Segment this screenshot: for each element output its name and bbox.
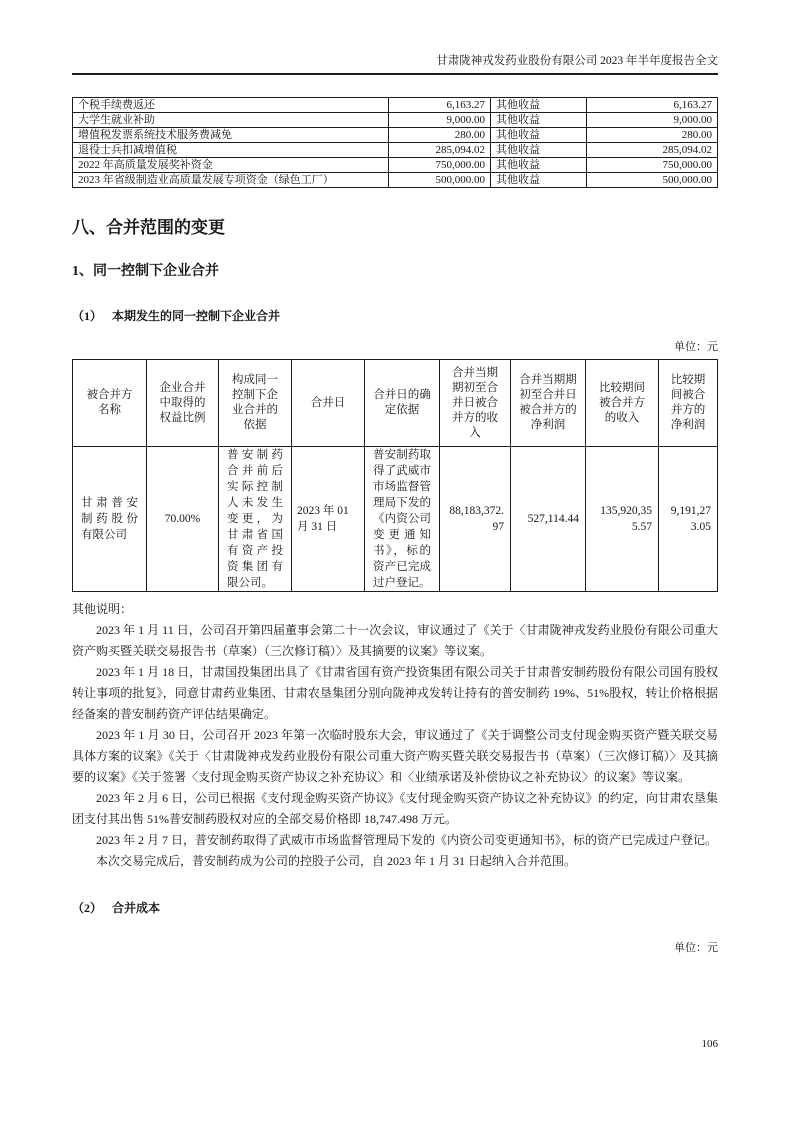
unit-label: 单位：元 — [674, 341, 718, 353]
note-paragraph: 2023 年 2 月 7 日，普安制药取得了武威市市场监督管理局下发的《内资公司变更通知书》，标的资产已完成过户登记。 — [96, 833, 718, 847]
subsidy-amount: 6,163.27 — [389, 98, 491, 113]
table-row — [73, 113, 718, 128]
subsidy-category: 其他收益 — [491, 173, 587, 188]
prior-revenue-value: 135,920,355.57 — [586, 447, 659, 592]
subsidy-amount: 285,094.02 — [389, 143, 491, 158]
note-paragraph: 2023 年 1 月 18 日，甘肃国投集团出具了《甘肃省国有资产投资集团有限公司关于甘肃普安制药股份有限公司国有股权转让事项的批复》，同意甘肃药业集团、甘肃农垦集团分别向陇神戎发转让持有的普安制药 19%、51%股权，转让价格根据经备案的普安制药资产评估结果确定。 — [72, 665, 718, 721]
note-paragraph: 2023 年 1 月 30 日，公司召开 2023 年第一次临时股东大会，审议通过了《关于调整公司支付现金购买资产暨关联交易具体方案的议案》《关于〈甘肃陇神戎发药业股份有限公司重大资产购买暨关联交易报告书（草案）（三次修订稿）〉及其摘要的议案》《关于签署〈支付现金购买资产协议之补充协议〉和〈业绩承诺及补偿协议之补充协议〉的议案》等议案。 — [72, 728, 718, 784]
report-header — [72, 52, 718, 75]
subsidy-category: 其他收益 — [491, 158, 587, 173]
subsidy-table — [72, 97, 718, 188]
subsidy-amount: 750,000.00 — [389, 158, 491, 173]
subsidy-amount-2: 6,163.27 — [587, 98, 718, 113]
note-paragraph: 2023 年 2 月 6 日，公司已根据《支付现金购买资产协议》《支付现金购买资产协议之补充协议》的约定，向甘肃农垦集团支付其出售 51%普安制药股权对应的全部交易价格即 18,747.498 万元。 — [72, 791, 718, 826]
subsidy-amount: 280.00 — [389, 128, 491, 143]
subsidy-item: 2022 年高质量发展奖补资金 — [73, 158, 389, 173]
subsidy-item: 2023 年省级制造业高质量发展专项资金（绿色工厂） — [73, 173, 389, 188]
subsidy-amount-2: 280.00 — [587, 128, 718, 143]
equity-ratio: 70.00% — [147, 447, 219, 592]
table-row — [73, 98, 718, 113]
merger-date-basis: 普安制药取得了武威市市场监督管理局下发的《内资公司变更通知书》，标的资产已完成过户登记。 — [365, 447, 440, 592]
subsidy-amount-2: 750,000.00 — [587, 158, 718, 173]
heading-text: 本期发生的同一控制下企业合并 — [112, 309, 281, 323]
heading-number: （2） — [72, 901, 103, 915]
col-header-date-basis: 合并日的确定依据 — [365, 360, 440, 447]
merger-header-row — [73, 360, 718, 447]
subsidy-item: 退役士兵扣减增值税 — [73, 143, 389, 158]
col-header-merger-date: 合并日 — [292, 360, 365, 447]
merger-basis: 普安制药合并前后实际控制人未发生变更，为甘肃省国有资产投资集团有限公司。 — [219, 447, 292, 592]
page-content — [72, 52, 718, 960]
merger-date: 2023 年 01 月 31 日 — [292, 447, 365, 592]
subsubsection-heading — [72, 307, 718, 324]
col-header-basis: 构成同一控制下企业合并的依据 — [219, 360, 292, 447]
table-row — [73, 173, 718, 188]
table-row — [73, 143, 718, 158]
table-row — [73, 158, 718, 173]
subsidy-category: 其他收益 — [491, 113, 587, 128]
subsidy-amount-2: 285,094.02 — [587, 143, 718, 158]
heading-text: 合并成本 — [112, 901, 161, 915]
prior-net-profit-value: 9,191,273.05 — [659, 447, 718, 592]
heading-number: （1） — [72, 309, 103, 323]
subsidy-category: 其他收益 — [491, 143, 587, 158]
table-row — [73, 128, 718, 143]
subsidy-item: 大学生就业补助 — [73, 113, 389, 128]
col-header-prior-net-profit: 比较期间被合并方的净利润 — [659, 360, 718, 447]
subsidy-amount: 500,000.00 — [389, 173, 491, 188]
col-header-revenue: 合并当期期初至合并日被合并方的收入 — [440, 360, 511, 447]
note-paragraph: 2023 年 1 月 11 日，公司召开第四届董事会第二十一次会议，审议通过了《关于〈甘肃陇神戎发药业股份有限公司重大资产购买暨关联交易报告书（草案）（三次修订稿）〉及其摘要的议案》等议案。 — [72, 623, 718, 658]
unit-label-2: 单位：元 — [674, 942, 718, 954]
subsidy-category: 其他收益 — [491, 128, 587, 143]
merger-table — [72, 359, 718, 592]
merged-party-name: 甘肃普安制药股份有限公司 — [73, 447, 147, 592]
notes-label: 其他说明： — [72, 602, 133, 616]
note-paragraph: 本次交易完成后，普安制药成为公司的控股子公司，自 2023 年 1 月 31 日起纳入合并范围。 — [96, 854, 577, 868]
col-header-merged-party: 被合并方名称 — [73, 360, 147, 447]
subsidy-item: 增值税发票系统技术服务费减免 — [73, 128, 389, 143]
net-profit-value: 527,114.44 — [511, 447, 586, 592]
col-header-equity-ratio: 企业合并中取得的权益比例 — [147, 360, 219, 447]
report-title: 甘肃陇神戎发药业股份有限公司 2023 年半年度报告全文 — [436, 55, 718, 67]
page-number: 106 — [701, 1038, 718, 1050]
col-header-prior-revenue: 比较期间被合并方的收入 — [586, 360, 659, 447]
section-heading: 八、合并范围的变更 — [72, 218, 225, 237]
revenue-value: 88,183,372.97 — [440, 447, 511, 592]
subsidy-category: 其他收益 — [491, 98, 587, 113]
subsidy-amount-2: 500,000.00 — [587, 173, 718, 188]
subsubsection-heading-2 — [72, 899, 718, 916]
subsidy-item: 个税手续费返还 — [73, 98, 389, 113]
subsection-heading: 1、同一控制下企业合并 — [72, 264, 219, 279]
col-header-net-profit: 合并当期期初至合并日被合并方的净利润 — [511, 360, 586, 447]
subsidy-amount: 9,000.00 — [389, 113, 491, 128]
subsidy-amount-2: 9,000.00 — [587, 113, 718, 128]
other-notes — [72, 599, 718, 872]
merger-data-row — [73, 447, 718, 592]
